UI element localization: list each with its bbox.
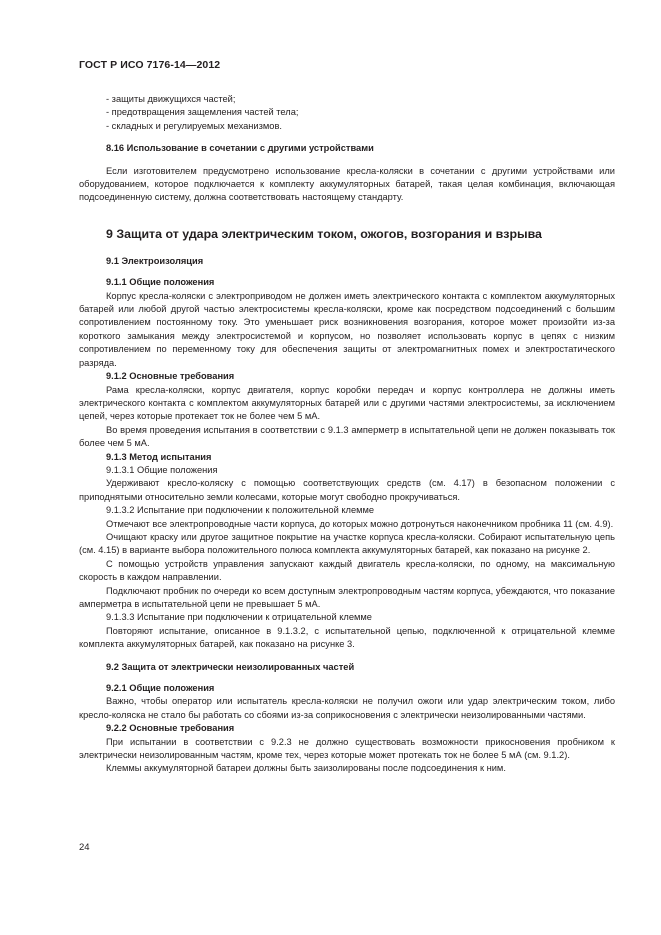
list-item: - защиты движущихся частей; — [106, 94, 236, 104]
page-body — [79, 93, 615, 776]
paragraph: Удерживают кресло-коляску с помощью соответствующих средств (см. 4.17) в безопасном положении с приподнятыми относительно земли колесами, которые могут свободно прокручиваться. — [79, 478, 615, 502]
document-code-header: ГОСТ Р ИСО 7176-14—2012 — [79, 59, 221, 71]
paragraph: Повторяют испытание, описанное в 9.1.3.2, с испытательной цепью, подключенной к отрицательной клемме комплекта аккумуляторных батарей, как показано на рисунке 3. — [79, 625, 615, 650]
paragraph: Клеммы аккумуляторной батареи должны быть заизолированы после подсоединения к ним. — [106, 763, 506, 774]
section-heading-9-2-1: 9.2.1 Общие положения — [106, 683, 215, 694]
section-heading-9-1-2: 9.1.2 Основные требования — [106, 371, 235, 382]
paragraph: Отмечают все электропроводные части корпуса, до которых можно дотронуться наконечником пробника 11 (см. 4.9). — [106, 518, 614, 529]
page-number: 24 — [79, 842, 90, 853]
subsection-heading-9-1-3-1: 9.1.3.1 Общие положения — [106, 464, 218, 475]
section-heading-9-2: 9.2 Защита от электрически неизолированных частей — [106, 661, 355, 672]
paragraph: Рама кресла-коляски, корпус двигателя, корпус коробки передач и корпус контроллера не должны иметь электрического контакта с комплектом аккумуляторных батарей или с другими частями электросистемы, за исключением цепей, через которые протекает ток не более чем 5 мА. — [79, 384, 615, 422]
subsection-heading-9-1-3-3: 9.1.3.3 Испытание при подключении к отрицательной клемме — [106, 612, 372, 623]
chapter-heading-9: 9 Защита от удара электрическим током, ожогов, возгорания и взрыва — [106, 226, 542, 241]
section-heading-9-1-1: 9.1.1 Общие положения — [106, 277, 215, 288]
list-item: - предотвращения защемления частей тела; — [106, 107, 299, 118]
list-item: - складных и регулируемых механизмов. — [106, 120, 282, 131]
section-heading-8-16: 8.16 Использование в сочетании с другими устройствами — [106, 143, 374, 154]
paragraph: Во время проведения испытания в соответствии с 9.1.3 амперметр в испытательной цепи не должен показывать ток более чем 5 мА. — [79, 424, 615, 449]
paragraph: Если изготовителем предусмотрено использование кресла-коляски в сочетании с другими устройствами или оборудованием, которое подключается к комплекту аккумуляторных батарей, такая целая комбинация, включающая подсоединенную систему, должна соответствовать настоящему стандарту. — [79, 165, 615, 203]
paragraph: Корпус кресла-коляски с электроприводом не должен иметь электрического контакта с комплектом аккумуляторных батарей или любой другой частью электросистемы кресла-коляски, кроме как посредством подсоединений с большим сопротивлением постоянному току. Это уменьшает риск возникновения возгорания, которое может произойти из-за короткого замыкания между электросистемой и корпусом, но позволяет использовать корпус в цепях с низким сопротивлением по переменному току для обеспечения защиты от электромагнитных помех и электростатического разряда. — [79, 290, 615, 368]
section-heading-9-1: 9.1 Электроизоляция — [106, 255, 204, 266]
paragraph: Важно, чтобы оператор или испытатель кресла-коляски не получил ожоги или удар электрическим током, либо кресло-коляска не стало бы работать со сбоями из-за соприкосновения с электрически неизолированными частями. — [79, 696, 615, 720]
subsection-heading-9-1-3-2: 9.1.3.2 Испытание при подключении к положительной клемме — [106, 505, 375, 516]
paragraph: С помощью устройств управления запускают каждый двигатель кресла-коляски, по одному, на максимальную скорость в каждом направлении. — [79, 558, 615, 583]
section-heading-9-1-3: 9.1.3 Метод испытания — [106, 451, 212, 462]
paragraph: Подключают пробник по очереди ко всем доступным электропроводным частям корпуса, убеждаются, что показание амперметра в испытательной цепи не превышает 5 мА. — [79, 585, 615, 609]
paragraph: При испытании в соответствии с 9.2.3 не должно существовать возможности прикосновения пробником к электрически неизолированным частям, кроме тех, через которые может протекать ток не более 5 мА (см. 9.1.2). — [79, 736, 615, 761]
paragraph: Очищают краску или другое защитное покрытие на участке корпуса кресла-коляски. Собирают испытательную цепь (см. 4.15) в варианте выбора положительного полюса комплекта аккумуляторных батарей, как показано на рисунке 2. — [79, 531, 615, 556]
section-heading-9-2-2: 9.2.2 Основные требования — [106, 723, 235, 734]
